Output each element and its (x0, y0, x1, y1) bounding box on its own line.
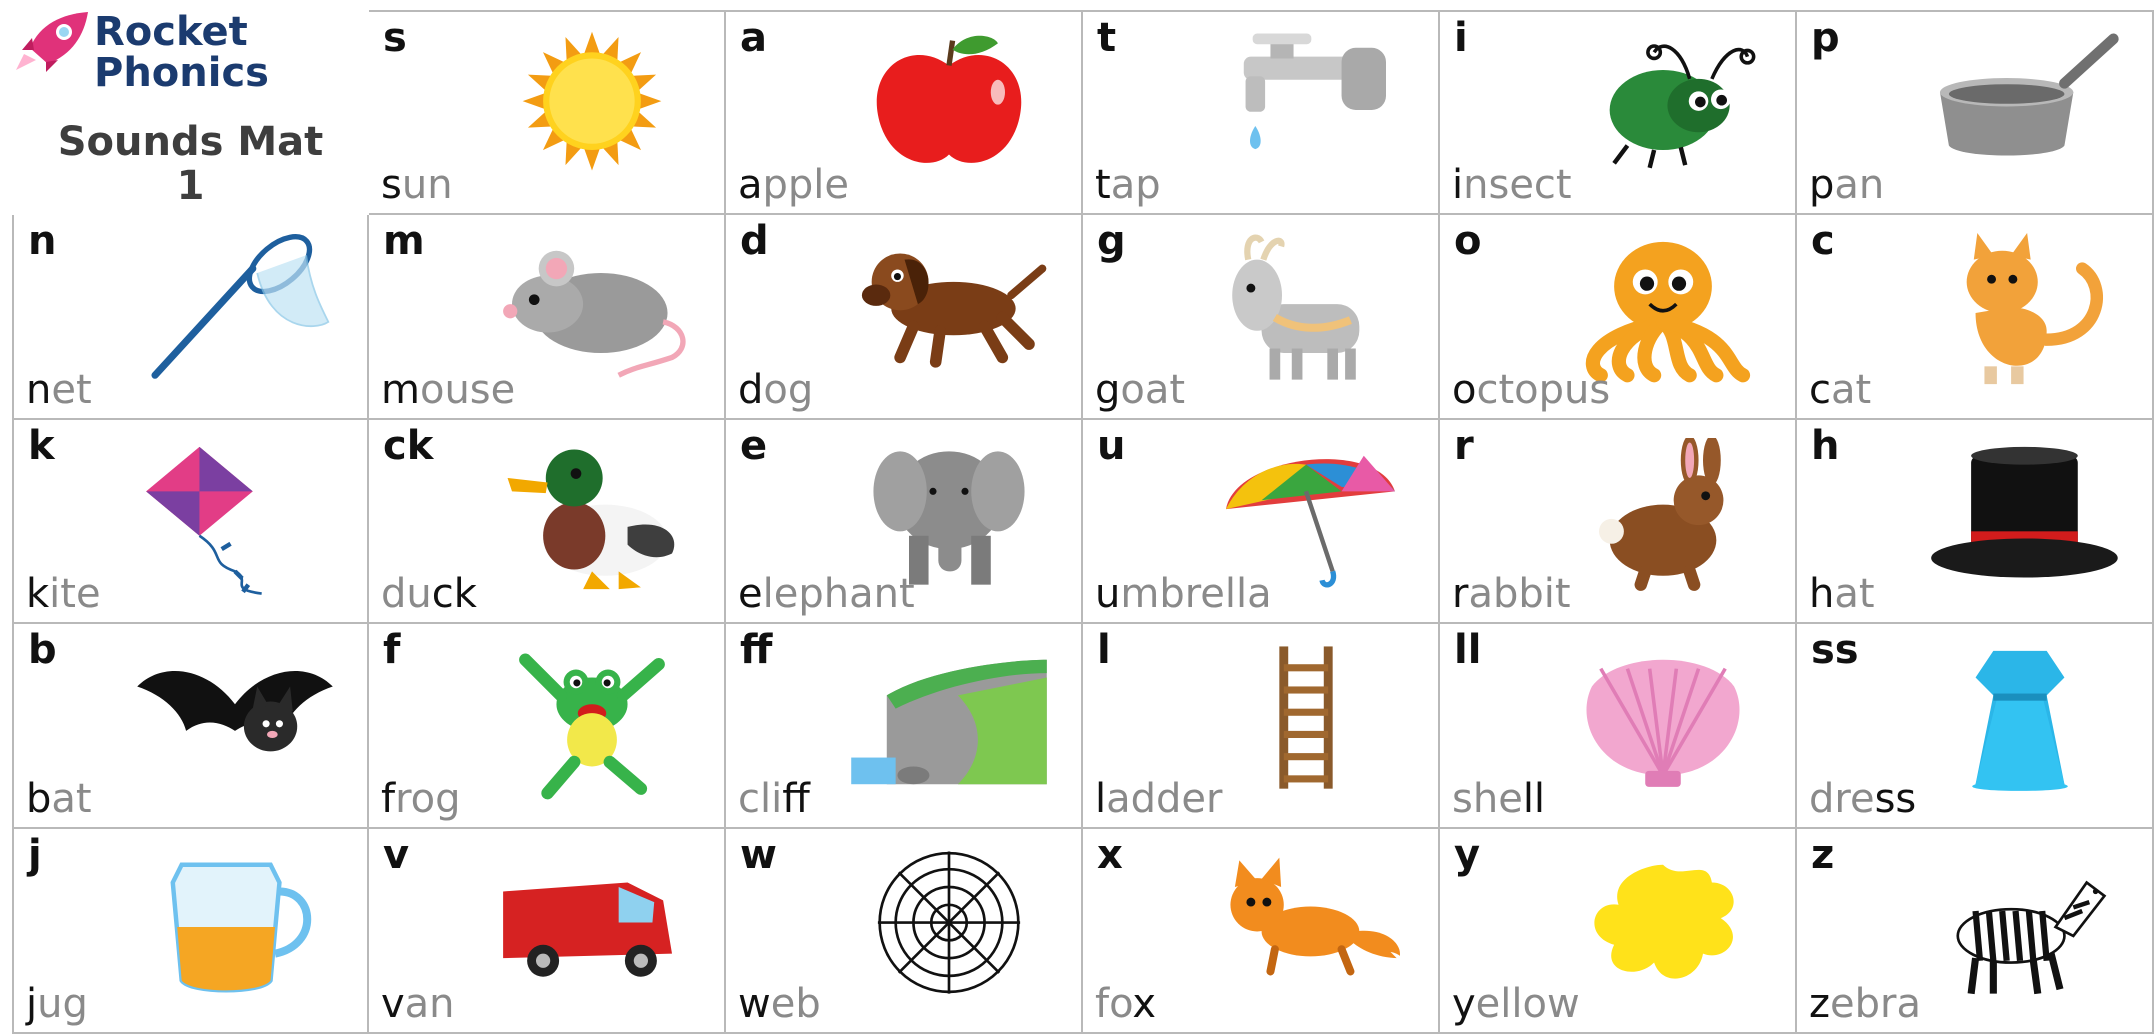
word-part-post: nsect (1463, 161, 1572, 208)
word-part-post: at (1834, 571, 1875, 618)
example-word (381, 161, 453, 208)
bat-icon (125, 642, 345, 802)
sound-card (369, 624, 726, 829)
web-icon (839, 847, 1059, 1007)
word-part-hl: ll (1522, 776, 1546, 823)
sound-card (12, 420, 369, 625)
sound-card (1797, 215, 2154, 420)
word-part-post: mbrella (1120, 571, 1272, 618)
example-word (26, 981, 88, 1027)
sound-card (1083, 215, 1440, 420)
sound-card (1083, 10, 1440, 215)
example-word (738, 161, 850, 208)
brand-line-1: Rocket (94, 10, 248, 55)
word-part-hl: v (381, 981, 405, 1027)
tap-icon (1196, 30, 1416, 190)
cat-icon (1910, 233, 2130, 393)
example-word (738, 366, 814, 413)
word-part-hl: n (26, 366, 52, 413)
word-part-hl: ck (431, 571, 477, 618)
example-word (1452, 776, 1546, 823)
word-part-hl: p (1809, 161, 1835, 208)
sound-card (1083, 624, 1440, 829)
sound-letter: ll (1454, 627, 1482, 674)
word-part-hl: ss (1874, 776, 1917, 823)
word-part-post: ellow (1475, 981, 1580, 1027)
sound-letter: e (740, 422, 768, 469)
sound-letter: j (28, 832, 42, 879)
word-part-hl: g (1095, 366, 1121, 413)
word-part-post: eb (770, 981, 821, 1027)
sound-letter: o (1454, 217, 1482, 264)
example-word (381, 366, 516, 413)
word-part-post: et (51, 366, 92, 413)
example-word (1809, 981, 1921, 1027)
word-part-post: ug (37, 981, 88, 1027)
sound-card (1440, 420, 1797, 625)
sound-letter: m (383, 217, 425, 264)
sound-card (1440, 624, 1797, 829)
sound-letter: z (1811, 832, 1835, 879)
sound-card (369, 10, 726, 215)
example-word (1809, 161, 1885, 208)
example-word (26, 366, 92, 413)
sounds-mat-grid (12, 10, 2154, 1034)
word-part-hl: x (1132, 981, 1156, 1027)
sound-card (1083, 420, 1440, 625)
word-part-hl: m (381, 366, 420, 413)
example-word (26, 776, 92, 823)
word-part-hl: f (381, 776, 396, 823)
word-part-hl: c (1809, 366, 1831, 413)
sound-card (1797, 829, 2154, 1034)
mat-title-line-1: Sounds Mat (57, 119, 324, 165)
word-part-hl: e (738, 571, 763, 618)
word-part-post: lephant (762, 571, 915, 618)
example-word (381, 776, 461, 823)
word-part-hl: t (1095, 161, 1111, 208)
word-part-hl: z (1809, 981, 1830, 1027)
word-part-hl: i (1452, 161, 1464, 208)
sound-card (1440, 829, 1797, 1034)
sound-letter: c (1811, 217, 1835, 264)
example-word (1095, 161, 1161, 208)
example-word (1095, 776, 1223, 823)
sound-letter: k (28, 422, 55, 469)
sound-card (1440, 10, 1797, 215)
sound-card (369, 215, 726, 420)
word-part-pre: fo (1095, 981, 1133, 1027)
sound-card (1083, 829, 1440, 1034)
sound-letter: ff (740, 627, 773, 674)
sound-card (1797, 10, 2154, 215)
sound-card (12, 624, 369, 829)
word-part-hl: j (26, 981, 38, 1027)
dress-icon (1910, 642, 2130, 802)
brand-name (94, 12, 269, 94)
word-part-post: og (763, 366, 814, 413)
word-part-post: at (1831, 366, 1872, 413)
frog-icon (482, 642, 702, 802)
van-icon (482, 847, 702, 1007)
word-part-hl: o (1452, 366, 1477, 413)
word-part-post: rog (395, 776, 461, 823)
word-part-post: abbit (1468, 571, 1571, 618)
example-word (1452, 981, 1580, 1027)
sound-card (726, 420, 1083, 625)
cliff-icon (839, 642, 1059, 802)
zebra-icon (1910, 847, 2130, 1007)
word-part-hl: u (1095, 571, 1121, 618)
word-part-post: un (401, 161, 453, 208)
word-part-hl: l (1095, 776, 1107, 823)
sound-letter: ss (1811, 627, 1859, 674)
goat-icon (1196, 233, 1416, 393)
insect-icon (1553, 30, 1773, 190)
sound-letter: s (383, 15, 407, 61)
sound-card (1440, 215, 1797, 420)
word-part-post: ctopus (1476, 366, 1611, 413)
sound-card (369, 829, 726, 1034)
sun-icon (482, 30, 702, 190)
sound-letter: h (1811, 422, 1840, 469)
word-part-post: ebra (1830, 981, 1921, 1027)
sound-letter: n (28, 217, 57, 264)
word-part-post: ite (49, 571, 101, 618)
sound-card (726, 215, 1083, 420)
word-part-post: an (1834, 161, 1885, 208)
sound-card (1797, 624, 2154, 829)
net-icon (125, 233, 345, 393)
example-word (1809, 776, 1917, 823)
sound-card (12, 829, 369, 1034)
sound-letter: v (383, 832, 410, 879)
example-word (381, 571, 477, 618)
sound-card (369, 420, 726, 625)
word-part-hl: k (26, 571, 50, 618)
apple-icon (839, 30, 1059, 190)
word-part-hl: r (1452, 571, 1469, 618)
example-word (1095, 981, 1156, 1027)
yellow-splat-icon (1553, 847, 1773, 1007)
word-part-hl: b (26, 776, 52, 823)
example-word (1452, 571, 1571, 618)
example-word (738, 776, 810, 823)
jug-icon (125, 847, 345, 1007)
sound-card (726, 829, 1083, 1034)
word-part-post: pple (762, 161, 850, 208)
sound-letter: l (1097, 627, 1111, 674)
word-part-hl: h (1809, 571, 1835, 618)
sound-letter: w (740, 832, 777, 879)
duck-icon (482, 438, 702, 598)
rocket-logo-icon (14, 10, 92, 72)
word-part-post: oat (1120, 366, 1186, 413)
sound-letter: b (28, 627, 57, 674)
mat-title (12, 120, 369, 208)
example-word (1452, 366, 1611, 413)
sound-letter: u (1097, 422, 1126, 469)
example-word (1452, 161, 1572, 208)
sound-letter: g (1097, 217, 1126, 264)
word-part-hl: d (738, 366, 764, 413)
sound-letter: a (740, 15, 767, 61)
title-block (12, 10, 369, 215)
sound-letter: x (1097, 832, 1123, 879)
word-part-pre: dre (1809, 776, 1875, 823)
pan-icon (1910, 30, 2130, 190)
rabbit-icon (1553, 438, 1773, 598)
sound-card (12, 215, 369, 420)
sound-letter: d (740, 217, 769, 264)
sound-card (726, 10, 1083, 215)
word-part-hl: w (738, 981, 771, 1027)
word-part-hl: a (738, 161, 763, 208)
word-part-pre: du (381, 571, 432, 618)
word-part-post: ouse (419, 366, 516, 413)
example-word (738, 571, 915, 618)
ladder-icon (1196, 642, 1416, 802)
sound-letter: ck (383, 422, 434, 469)
word-part-pre: she (1452, 776, 1523, 823)
fox-icon (1196, 847, 1416, 1007)
kite-icon (125, 438, 345, 598)
dog-icon (839, 233, 1059, 393)
word-part-hl: y (1452, 981, 1476, 1027)
example-word (26, 571, 101, 618)
example-word (1095, 571, 1272, 618)
word-part-hl: s (381, 161, 402, 208)
sound-card (1797, 420, 2154, 625)
word-part-post: an (404, 981, 455, 1027)
word-part-post: adder (1106, 776, 1223, 823)
hat-icon (1910, 438, 2130, 598)
word-part-post: at (51, 776, 92, 823)
sound-letter: f (383, 627, 401, 674)
example-word (1809, 366, 1872, 413)
word-part-hl: ff (782, 776, 810, 823)
word-part-post: ap (1110, 161, 1161, 208)
word-part-pre: cli (738, 776, 783, 823)
sound-letter: r (1454, 422, 1474, 469)
sound-card (726, 624, 1083, 829)
mat-title-line-2: 1 (176, 163, 205, 209)
sound-letter: p (1811, 15, 1840, 61)
example-word (738, 981, 821, 1027)
example-word (1809, 571, 1875, 618)
shell-icon (1553, 642, 1773, 802)
sound-letter: y (1454, 832, 1481, 879)
example-word (1095, 366, 1186, 413)
sound-letter: i (1454, 15, 1468, 61)
example-word (381, 981, 455, 1027)
sound-letter: t (1097, 15, 1117, 61)
brand-line-2: Phonics (94, 50, 269, 96)
